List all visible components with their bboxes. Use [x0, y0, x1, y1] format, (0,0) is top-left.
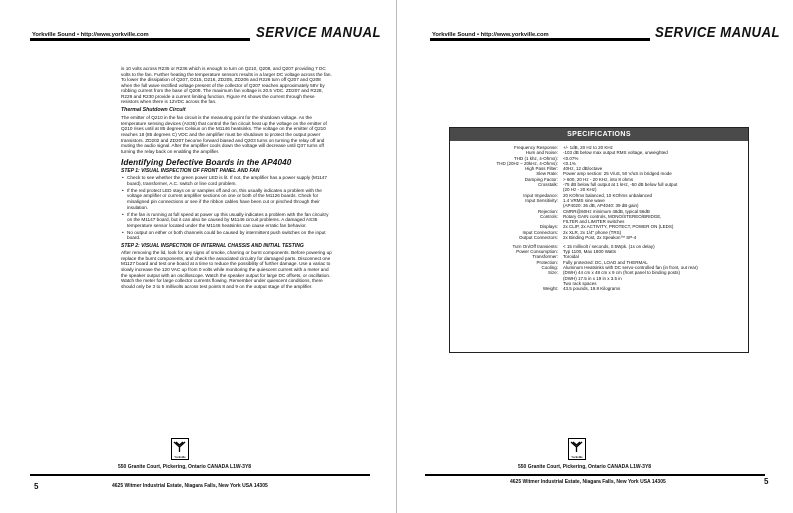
spec-label: Frequency Response: — [513, 145, 558, 150]
spec-value: -75 dB below full output at 1 kHz, -50 dB below full output — [563, 182, 678, 188]
right-page — [397, 0, 793, 513]
yorkville-logo-icon — [173, 440, 186, 453]
spec-value: 2x CLIP, 2x ACTIVITY, PROTECT, POWER ON (LEDS) — [563, 224, 674, 230]
yorkville-logo-icon — [570, 440, 583, 453]
spec-value: FILTER and LIMITER switches — [563, 219, 625, 225]
spec-value: <0.07% — [563, 155, 579, 161]
footer-address-canada: 550 Granite Court, Pickering, Ontario CANADA L1W-3Y8 — [518, 464, 652, 470]
spec-label: Output Connectors: — [518, 235, 558, 241]
step1-heading: STEP 1: VISUAL INSPECTION OF FRONT PANEL AND FAN — [121, 167, 260, 174]
footer-rule — [425, 474, 765, 476]
step2-heading: STEP 2: VISUAL INSPECTION OF INTERNAL CHASSIS AND INITIAL TESTING — [121, 242, 304, 249]
spec-label: Hum and Noise: — [525, 150, 558, 156]
spec-label: Rejection: — [537, 208, 558, 214]
spec-value: (DWH) 17.5 in x 19 in x 3.5 in — [563, 275, 622, 281]
spec-label: THD (1 khz, 4-Ohms): — [513, 155, 558, 161]
header-brand: Yorkville Sound • http://www.yorkville.com — [32, 32, 149, 38]
thermal-paragraph: The emitter of Q210 in the fan circuit is the measuring point for the shutdown voltage. As the temperature sensing devices (AS35) that control the fan circuit heat up the voltage on the emitter of Q210 rises until at 85 degrees Celsius on the M1146 heatsinks. The voltage on the emitter of Q210 reaches 18 (85 degrees C) VDC and the amplifier must be shutdown to protect the output power transistors. ZD202 and ZD207 become forward biased and Q203 turns on turning the relay off and muting the audio signal. After the amplifier cools down the voltage will decrease until Q37 turns off turning the relay back on enabling the amplifier. — [121, 115, 327, 154]
thermal-heading: Thermal Shutdown Circuit — [121, 106, 186, 113]
spec-value: <0.1% — [563, 160, 576, 166]
spec-value: 2x XLR, 2x 1/4" phone (TRS) — [563, 229, 622, 235]
spec-label: Size: — [547, 270, 558, 276]
spec-value: (AP4020: 36 dB, AP4040: 39 dB gain) — [563, 203, 639, 209]
spec-value: +/- 1dB, 20 Hz to 20 KHz — [563, 145, 613, 150]
step2-paragraph: After removing the lid, look for any signs of smoke, charring or burnt components. Before powering up replace the burnt components, and check the associated circuitry for damaged parts. Disconnect one M1127 board and test one board at a time to reduce the possibility of further damage. Use a variac to slowly increase the 120 VAC up from 0 volts while monitoring the quiescent current with a meter and the speaker output with an oscilloscope. Watch the speaker output for large DC offsets, or oscillation. Watch the meter for large collector currents flowing. Remember under quiescent conditions, there should only be 3 to 5 millivolts across test points 8 and 9 on the output stage of the amplifier. — [121, 250, 332, 289]
spec-label: Weight: — [542, 286, 558, 292]
spec-label: Cooling: — [541, 265, 558, 271]
spec-value: Two rack spaces — [563, 280, 597, 286]
spec-label: Transformer: — [532, 254, 558, 260]
step1-list — [121, 175, 333, 241]
spec-value: 40Hz, 12 dB/octave — [563, 166, 603, 172]
left-body — [121, 66, 333, 291]
yorkville-logo — [568, 438, 586, 460]
spec-label: Turn On/Off transients: — [512, 243, 558, 249]
footer-address-canada: 550 Granite Court, Pickering, Ontario CANADA L1W-3Y8 — [118, 464, 252, 470]
intro-paragraph: is 10 volts across R235 or R236 which is enough to turn on Q210, Q208, and Q207 providing 7 DC volts to the fan. Further heating the temperature sensors results in a larger DC voltage across the fan. To lower the dissipation of Q207, D215, D216, ZD205, ZD206 and R226 turn off Q207 and Q208 when the full wave rectified voltage present of the collector of Q207 reaches approximately 58V by robbing current from the base of Q208. The maximum fan voltage is 20.5 VDC. ZD207 and R228, R229 and R230 provide a current limiting function. Figure #4 shows the current through these resistors when there is 12VDC across the fan. — [121, 66, 332, 105]
spec-value: 20 KOhms balanced, 10 KOhms unbalanced — [563, 192, 653, 198]
header-brand: Yorkville Sound • http://www.yorkville.com — [432, 32, 549, 38]
spec-label: Protection: — [536, 259, 558, 265]
spec-value: 2x Binding Post, 2x Speakon™ SP-4 — [563, 235, 637, 241]
spec-label: Displays: — [539, 224, 558, 230]
spec-value: Rotary GAIN controls, MONO/STEREO/BRIDGE, — [563, 213, 662, 219]
spec-label: Input Impedance: — [523, 192, 558, 198]
step1-item: • If the fan is running at full speed at power up this usually indicates a problem with the fan circuitry on the M1147 board, but it can also be caused by M1146 circuit problems. A damaged AS35 temperature sensor located under the M1146 heatsinks can cause erratic fan behavior. — [127, 212, 333, 229]
spec-label: THD (20Hz – 20kHz, 4-Ohms): — [496, 160, 558, 166]
step1-item: • Check to see whether the green power LED is lit. If not, the amplifier has a power supply (M1147 board), transformer, A.C. switch or line cord problem. — [127, 175, 333, 186]
page-number: 5 — [764, 477, 769, 486]
logo-text: Yorkville — [174, 455, 186, 459]
specifications-table — [450, 145, 738, 292]
spec-value: Fully protected: DC, LOAD and THERMAL — [563, 259, 648, 265]
page-number: 5 — [34, 482, 39, 491]
footer-rule — [30, 474, 370, 476]
spec-value: Typ 1100, Max 1800 Watts — [563, 249, 617, 255]
footer-address-usa: 4625 Witmer Industrial Estate, Niagara Falls, New York USA 14305 — [112, 483, 268, 489]
header-rule — [430, 38, 650, 41]
spec-row — [450, 286, 738, 291]
section-heading: Identifying Defective Boards in the AP4040 — [121, 158, 292, 168]
spec-label: Slew Rate: — [536, 171, 558, 177]
spec-value: < 15 millivolt / seconds, 0.5Wpk. (1s on delay) — [563, 243, 655, 249]
header-title: SERVICE MANUAL — [256, 24, 381, 41]
spec-value: Aluminum Heatsinks with DC servo-controlled fan (in front, out rear) — [563, 265, 698, 271]
header-title: SERVICE MANUAL — [655, 24, 780, 41]
header-rule — [30, 38, 250, 41]
spec-label: High Pass Filter: — [524, 166, 558, 172]
spec-label: Controls: — [539, 213, 558, 219]
spec-value: 43.5 pounds, 19.8 Kilograms — [563, 286, 621, 292]
spec-value: Toroidal — [563, 254, 579, 260]
step1-item: • If the red protect LED stays on or samples off and on, this usually indicates a problem with the voltage amplifier or current amplifier sections on one or both of the M1126 boards. Check for misaligned pin connections or see if the ribbon cables have been cut or pinched through their insulation. — [127, 188, 333, 210]
spec-label: Power Consumption: — [516, 249, 558, 255]
logo-text: Yorkville — [571, 455, 583, 459]
spec-label: Damping Factor: — [524, 176, 558, 182]
spec-value: (20 Hz - 20 KHz) — [563, 187, 597, 193]
spec-value: > 600, 20 Hz - 20 KHz, into 8 ohms — [563, 176, 634, 182]
spec-label: Input Connectors: — [522, 229, 558, 235]
step1-item: • No output on either or both channels could be caused by intermittent push switches on the input board. — [127, 230, 333, 241]
spec-value: -103 dB below max output RMS voltage, unweighted — [563, 150, 668, 156]
yorkville-logo — [171, 438, 189, 460]
specifications-box — [449, 127, 749, 353]
spec-value: CMRR@60Hz minimum 48dB, typical 56dB — [563, 208, 650, 214]
specifications-title: SPECIFICATIONS — [450, 128, 748, 141]
spec-label: Crosstalk: — [537, 182, 558, 188]
spec-label: Input Sensitivity: — [525, 197, 558, 203]
spec-value: Power amp section: 25 V/uS, 50 V/uS in bridged mode — [563, 171, 672, 177]
footer-address-usa: 4625 Witmer Industrial Estate, Niagara Falls, New York USA 14305 — [510, 479, 666, 485]
left-page — [0, 0, 396, 513]
spec-value: (DWH) 44 cm x 48 cm x 9 cm (front panel to binding posts) — [563, 270, 681, 276]
spec-value: 1.4 VRMS sine wave — [563, 197, 605, 203]
